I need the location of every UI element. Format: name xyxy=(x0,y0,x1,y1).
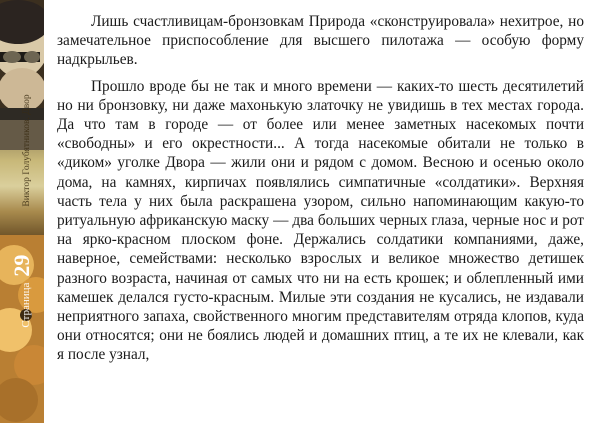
body-text xyxy=(57,12,584,417)
decorative-sidebar xyxy=(0,0,44,423)
page-label: Страница xyxy=(20,282,32,328)
page-number: 29 xyxy=(9,254,34,277)
sidebar-caption xyxy=(11,94,33,327)
paragraph: Лишь счастливицам-бронзовкам Природа «сконструировала» нехитрое, но замечательное приспособление для высшего пилотажа — особую форму надкрыльев. xyxy=(57,13,584,69)
paragraph: Прошло вроде бы не так и много времени — каких-то шесть десятилетий но ни бронзовку, ни даже махонькую златочку не увидишь в тех местах города. Да что там в городе — от более или менее заметных насекомых почти «свободны» и его окрестности... А тогда насекомые обитали не только в «диком» уголке Двора — жили они и рядом с домом. Весною и осенью около дома, на камнях, кирпичах появлялись симпатичные «солдатики». Верхняя часть тела у них была раскрашена узором, сильно напоминающим какую-то ритуальную африканскую маску — два больших черных глаза, черные нос и рот на ярко-красном плоском фоне. Держались солдатики компаниями, даже, наверное, семействами: несколько взрослых и великое множество детишек разного возраста, начиная от самых что ни на есть крошек; и облепленный ими камешек делался густо-красным. Милые эти создания не кусались, не издавали неприятного запаха, свойственного многим представителям отряда клопов, куда они относятся; они не боялись людей и домашних птиц, а те их не клевали, как я после узнал, xyxy=(57,77,584,364)
running-header: Виктор Голубятников. Двор xyxy=(22,94,32,207)
